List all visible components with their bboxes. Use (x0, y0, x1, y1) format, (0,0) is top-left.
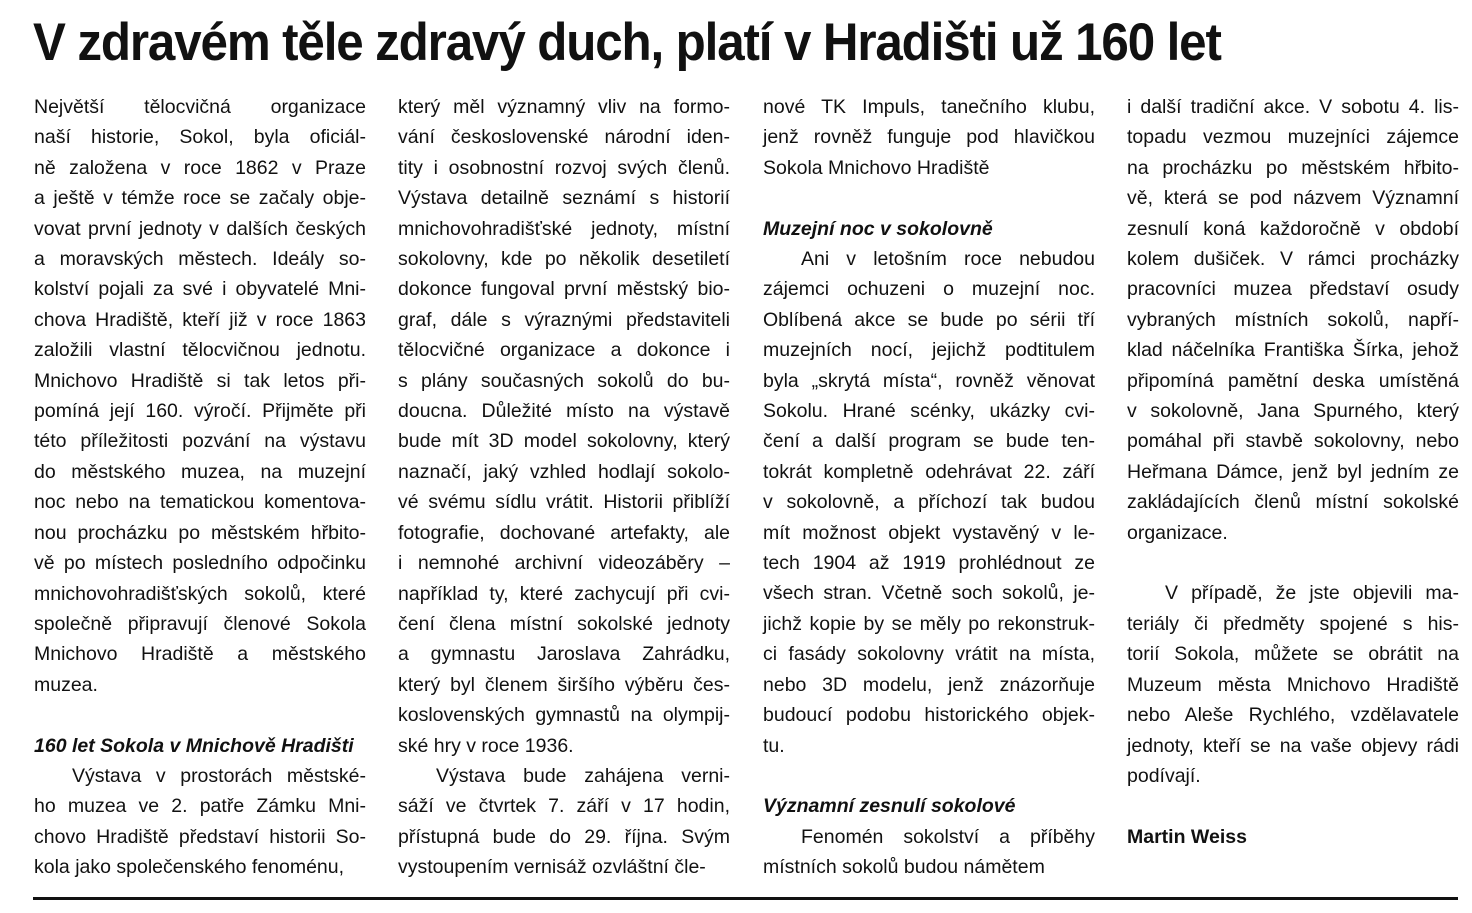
text-line: organizace. (1127, 521, 1228, 544)
text-line: vě, která se pod názvem Významní (1127, 187, 1459, 210)
text-line: čení člena místní sokolské jednoty (398, 612, 730, 635)
text-line: ci fasády sokolovny vrátit na místa, (763, 643, 1095, 666)
text-line: torií Sokola, můžete se obrátit na (1127, 643, 1459, 666)
text-line: nebo Aleše Rychlého, vzdělavatele (1127, 704, 1459, 727)
text-line: s plány současných sokolů do bu- (398, 369, 730, 392)
text-line: Muzeum města Mnichovo Hradiště (1127, 673, 1459, 696)
text-line: ně založena v roce 1862 v Praze (34, 156, 366, 179)
text-line: kola jako společenského fenoménu, (34, 856, 345, 879)
text-line: topadu vezmou muzejníci zájemce (1127, 126, 1459, 149)
column-3 (763, 92, 1095, 883)
text-line: jenž rovněž funguje pod hlavičkou (763, 126, 1095, 149)
paragraph-gap (1127, 548, 1459, 578)
text-line: této příležitosti pozvání na výstavu (34, 430, 366, 453)
text-line: a moravských městech. Ideály so- (34, 248, 366, 271)
text-line: Výstava bude zahájena verni- (436, 764, 730, 787)
text-line: tity i osobnostní rozvoj svých členů. (398, 156, 730, 179)
text-line: i nemnohé archivní videozáběry – (398, 552, 730, 575)
text-line: založili vlastní tělocvičnou jednotu. (34, 339, 366, 362)
text-line: muzejních nocí, jejichž podtitulem (763, 339, 1095, 362)
text-line: Výstava v prostorách městské- (72, 764, 366, 787)
text-line: Sokola Mnichovo Hradiště (763, 156, 990, 179)
text-line: klad náčelníka Františka Šírka, jehož (1127, 339, 1459, 362)
text-line: noc nebo na tematickou komentova- (34, 491, 366, 514)
text-line: nebo 3D modelu, jenž znázorňuje (763, 673, 1095, 696)
headline: V zdravém těle zdravý duch, platí v Hradišti už 160 let (33, 13, 1221, 72)
text-line: koslovenských gymnastů na olympij- (398, 704, 730, 727)
text-line: vybraných místních sokolů, napří- (1127, 308, 1459, 331)
text-line: Oblíbená akce se bude po sérii tří (763, 308, 1095, 331)
text-line: ho muzea ve 2. patře Zámku Mni- (34, 795, 366, 818)
paragraph (34, 761, 366, 883)
text-line: například ty, které zachycují při cvi- (398, 582, 730, 605)
text-line: tělocvičné organizace a dokonce i (398, 339, 730, 362)
column-2 (398, 92, 730, 883)
text-line: fotografie, dochované artefakty, ale (398, 521, 730, 544)
text-line: vovat první jednoty v dalších českých (34, 217, 366, 240)
text-line: jichž kopie by se měly po rekonstruk- (763, 612, 1095, 635)
paragraph (1127, 578, 1459, 791)
text-line: do městského muzea, na muzejní (34, 460, 366, 483)
text-line: ské hry v roce 1936. (398, 734, 574, 757)
text-line: nou procházku po městském hřbito- (34, 521, 366, 544)
text-line: naznačí, jaký vzhled hodlají sokolo- (398, 460, 730, 483)
text-line: zesnulí koná každoročně v období (1127, 217, 1459, 240)
paragraph (763, 244, 1095, 761)
section-heading: Významní zesnulí sokolové (763, 795, 1016, 818)
text-line: graf, dále s výraznými představiteli (398, 308, 730, 331)
text-line: který měl významný vliv na formo- (398, 96, 730, 118)
text-line: nové TK Impuls, tanečního klubu, (763, 96, 1095, 118)
text-line: doucna. Důležité místo na výstavě (398, 400, 730, 423)
text-line: mnichovohradišťských sokolů, které (34, 582, 366, 605)
text-line: mít možnost objekt vystavěný v le- (763, 521, 1095, 544)
text-line: chova Hradiště, kteří již v roce 1863 (34, 308, 366, 331)
text-line: muzea. (34, 673, 98, 696)
paragraph-gap (763, 183, 1095, 213)
section-heading: Muzejní noc v sokolovně (763, 217, 993, 240)
author-signature: Martin Weiss (1127, 825, 1247, 848)
text-line: pracovníci muzea představí osudy (1127, 278, 1459, 301)
text-line: Fenomén sokolství a příběhy (801, 825, 1095, 848)
text-line: Heřmana Dámce, jenž byl jedním ze (1127, 460, 1459, 483)
text-line: dokonce fungoval první městský bio- (398, 278, 730, 301)
text-line: společně připravují členové Sokola (34, 612, 366, 635)
paragraph (763, 822, 1095, 883)
text-line: v sokolovně, Jana Spurného, který (1127, 400, 1459, 423)
text-line: i další tradiční akce. V sobotu 4. lis- (1127, 96, 1459, 118)
text-line: teriály či předměty spojené s his- (1127, 612, 1459, 635)
paragraph (34, 92, 366, 700)
text-line: Výstava detailně seznámí s historií (398, 187, 730, 210)
paragraph (398, 92, 730, 761)
text-line: mnichovohradišťské jednoty, místní (398, 217, 730, 240)
paragraph-gap (763, 761, 1095, 791)
text-line: tu. (763, 734, 785, 757)
column-4 (1127, 92, 1459, 852)
text-line: tokrát kompletně odehrávat 22. září (763, 460, 1095, 483)
text-line: zakládajících členů místní sokolské (1127, 491, 1459, 514)
text-line: Sokolu. Hrané scénky, ukázky cvi- (763, 400, 1095, 423)
text-line: který byl členem širšího výběru čes- (398, 673, 730, 696)
text-line: a ještě v témže roce se začaly obje- (34, 187, 366, 210)
text-line: kolem dušiček. V rámci procházky (1127, 248, 1459, 271)
text-line: Ani v letošním roce nebudou (801, 248, 1095, 271)
text-line: vystoupením vernisáž ozvláštní čle- (398, 856, 706, 879)
paragraph (1127, 92, 1459, 548)
text-line: připomíná pamětní deska umístěná (1127, 369, 1459, 392)
text-line: chovo Hradiště představí historii So- (34, 825, 366, 848)
text-line: pomáhal při stavbě sokolovny, nebo (1127, 430, 1459, 453)
text-line: sáží ve čtvrtek 7. září v 17 hodin, (398, 795, 730, 818)
column-1 (34, 92, 366, 883)
text-line: v sokolovně, a příchozí tak budou (763, 491, 1095, 514)
text-line: pomíná její 160. výročí. Přijměte při (34, 400, 366, 423)
text-line: sokolovny, kde po několik desetiletí (398, 248, 730, 271)
text-line: bude mít 3D model sokolovny, který (398, 430, 730, 453)
paragraph-gap (1127, 791, 1459, 821)
text-line: tech 1904 až 1919 prohlédnout ze (763, 552, 1095, 575)
text-line: vání československé národní iden- (398, 126, 730, 149)
text-line: čení a další program se bude ten- (763, 430, 1095, 453)
text-line: zájemci ochuzeni o muzejní noc. (763, 278, 1095, 301)
text-line: vé svému sídlu vrátit. Historii přiblíží (398, 491, 730, 514)
text-line: Mnichovo Hradiště a městského (34, 643, 366, 666)
text-line: všech stran. Včetně soch sokolů, je- (763, 582, 1095, 605)
text-line: naší historie, Sokol, byla oficiál- (34, 126, 366, 149)
text-line: a gymnastu Jaroslava Zahrádku, (398, 643, 730, 666)
text-line: Mnichovo Hradiště si tak letos při- (34, 369, 366, 392)
text-line: místních sokolů budou námětem (763, 856, 1045, 879)
text-line: byla „skrytá místa“, rovněž věnovat (763, 369, 1095, 392)
text-line: jednoty, kteří se na vaše objevy rádi (1127, 734, 1459, 757)
text-line: budoucí podobu historického objek- (763, 704, 1095, 727)
text-line: podívají. (1127, 764, 1201, 787)
paragraph (398, 761, 730, 883)
text-line: Největší tělocvičná organizace (34, 96, 366, 118)
paragraph-gap (34, 700, 366, 730)
text-line: na procházku po městském hřbito- (1127, 156, 1459, 179)
paragraph (763, 92, 1095, 183)
text-line: V případě, že jste objevili ma- (1165, 582, 1459, 605)
text-line: přístupná bude do 29. října. Svým (398, 825, 730, 848)
section-heading: 160 let Sokola v Mnichově Hradišti (34, 734, 354, 757)
text-line: vě po místech posledního odpočinku (34, 552, 366, 575)
bottom-rule (33, 897, 1458, 900)
text-line: kolství pojali za své i obyvatelé Mni- (34, 278, 366, 301)
